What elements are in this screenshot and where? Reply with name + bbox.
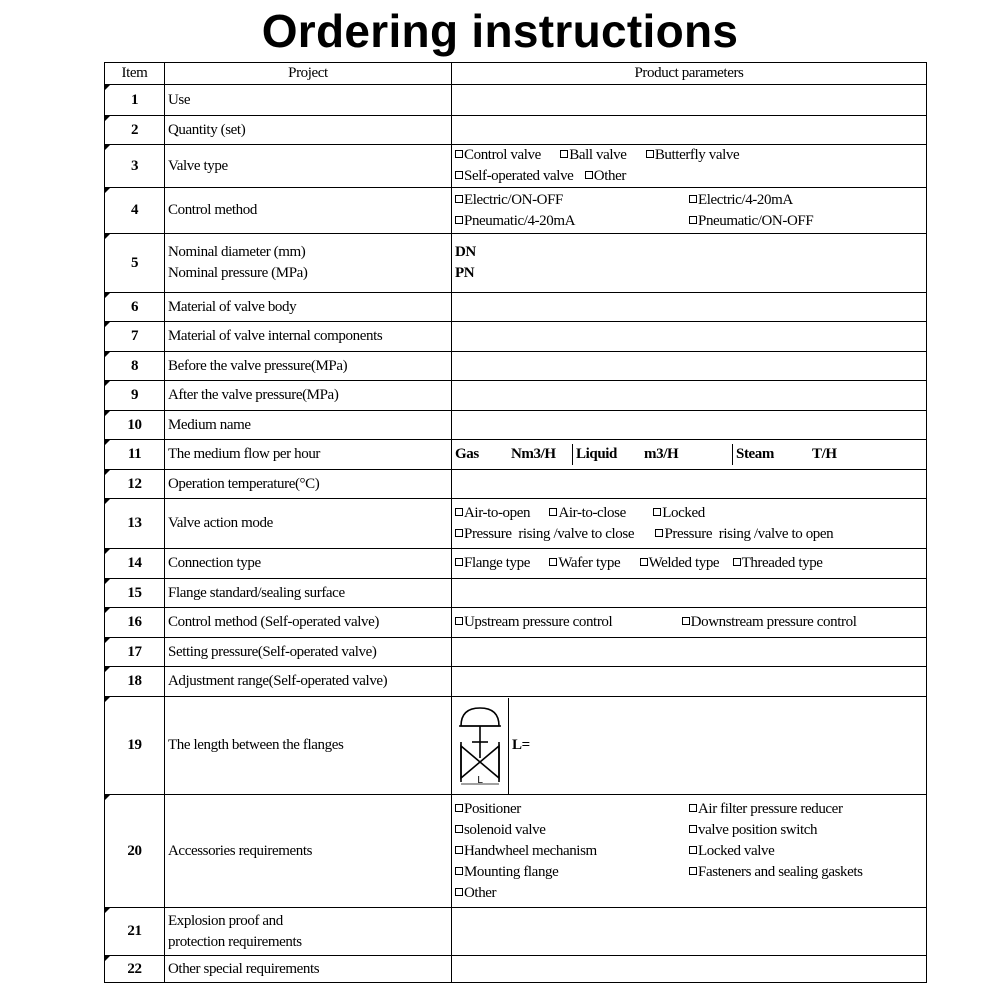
param-input-after-pressure[interactable] bbox=[452, 381, 927, 411]
table-row bbox=[105, 85, 927, 116]
table-row bbox=[105, 352, 927, 381]
item-number: 16 bbox=[105, 608, 165, 638]
checkbox[interactable] bbox=[455, 804, 463, 812]
option-pressure-rising-open[interactable]: Pressure rising /valve to open bbox=[655, 524, 833, 545]
item-number: 19 bbox=[105, 697, 165, 795]
checkbox[interactable] bbox=[455, 508, 463, 516]
header-row bbox=[105, 63, 927, 85]
param-input-flange-standard[interactable] bbox=[452, 579, 927, 608]
option-air-to-open[interactable]: Air-to-open bbox=[455, 503, 530, 524]
checkbox[interactable] bbox=[646, 150, 654, 158]
item-number: 6 bbox=[105, 293, 165, 322]
checkbox[interactable] bbox=[455, 846, 463, 854]
connection-type-options bbox=[452, 549, 927, 579]
pn-label: PN bbox=[455, 265, 475, 281]
page-title: Ordering instructions bbox=[261, 5, 739, 57]
table-row bbox=[105, 293, 927, 322]
checkbox[interactable] bbox=[689, 216, 697, 224]
option-welded-type[interactable]: Welded type bbox=[640, 553, 720, 574]
checkbox[interactable] bbox=[455, 825, 463, 833]
table-row bbox=[105, 908, 927, 956]
option-other[interactable]: Other bbox=[585, 166, 626, 187]
control-method-options bbox=[452, 188, 927, 234]
project-label: Connection type bbox=[165, 549, 452, 579]
table-row bbox=[105, 638, 927, 667]
table-row bbox=[105, 499, 927, 549]
option-positioner[interactable]: Positioner bbox=[455, 799, 689, 820]
checkbox[interactable] bbox=[689, 846, 697, 854]
option-upstream-pressure-control[interactable]: Upstream pressure control bbox=[455, 612, 612, 633]
table-row bbox=[105, 956, 927, 983]
option-air-filter-pressure-reducer[interactable]: Air filter pressure reducer bbox=[689, 799, 923, 820]
control-valve-icon bbox=[458, 704, 502, 788]
checkbox[interactable] bbox=[585, 171, 593, 179]
checkbox[interactable] bbox=[689, 867, 697, 875]
item-number: 18 bbox=[105, 667, 165, 697]
item-number: 10 bbox=[105, 411, 165, 440]
header-params: Product parameters bbox=[452, 63, 927, 85]
project-label: Control method bbox=[165, 188, 452, 234]
option-solenoid-valve[interactable]: solenoid valve bbox=[455, 820, 689, 841]
checkbox[interactable] bbox=[455, 617, 463, 625]
option-pneumatic-4-20ma[interactable]: Pneumatic/4-20mA bbox=[455, 211, 689, 232]
option-locked[interactable]: Locked bbox=[653, 503, 705, 524]
item-number: 12 bbox=[105, 470, 165, 499]
project-label: The medium flow per hour bbox=[165, 440, 452, 470]
table-row bbox=[105, 608, 927, 638]
param-input-temperature[interactable] bbox=[452, 470, 927, 499]
project-label: Adjustment range(Self-operated valve) bbox=[165, 667, 452, 697]
item-number: 22 bbox=[105, 956, 165, 983]
item-number: 8 bbox=[105, 352, 165, 381]
project-label: The length between the flanges bbox=[165, 697, 452, 795]
checkbox[interactable] bbox=[689, 804, 697, 812]
table-row bbox=[105, 411, 927, 440]
checkbox[interactable] bbox=[549, 558, 557, 566]
item-number: 5 bbox=[105, 234, 165, 293]
option-wafer-type[interactable]: Wafer type bbox=[549, 553, 620, 574]
option-flange-type[interactable]: Flange type bbox=[455, 553, 530, 574]
item-number: 13 bbox=[105, 499, 165, 549]
option-pressure-rising-close[interactable]: Pressure rising /valve to close bbox=[455, 524, 634, 545]
accessories-options bbox=[452, 795, 927, 908]
item-number: 7 bbox=[105, 322, 165, 352]
flow-params bbox=[452, 440, 927, 470]
checkbox[interactable] bbox=[689, 825, 697, 833]
project-label: Quantity (set) bbox=[165, 116, 452, 145]
option-control-valve[interactable]: Control valve bbox=[455, 145, 541, 166]
project-label: Other special requirements bbox=[165, 956, 452, 983]
project-label: Operation temperature(°C) bbox=[165, 470, 452, 499]
item-number: 15 bbox=[105, 579, 165, 608]
dimension-l-label: L bbox=[477, 774, 483, 786]
table-row bbox=[105, 116, 927, 145]
header-item: Item bbox=[105, 63, 165, 85]
flow-gas-field[interactable]: Gas Nm3/H bbox=[452, 444, 573, 465]
param-input-medium-name[interactable] bbox=[452, 411, 927, 440]
ordering-form-table bbox=[104, 62, 927, 983]
project-label: Valve action mode bbox=[165, 499, 452, 549]
table-row bbox=[105, 234, 927, 293]
checkbox[interactable] bbox=[682, 617, 690, 625]
option-pneumatic-on-off[interactable]: Pneumatic/ON-OFF bbox=[689, 211, 923, 232]
project-label: Explosion proof and protection requirements bbox=[165, 908, 452, 956]
project-label: Medium name bbox=[165, 411, 452, 440]
item-number: 20 bbox=[105, 795, 165, 908]
table-row bbox=[105, 440, 927, 470]
header-project: Project bbox=[165, 63, 452, 85]
checkbox[interactable] bbox=[455, 195, 463, 203]
checkbox[interactable] bbox=[560, 150, 568, 158]
option-ball-valve[interactable]: Ball valve bbox=[560, 145, 626, 166]
item-number: 9 bbox=[105, 381, 165, 411]
option-downstream-pressure-control[interactable]: Downstream pressure control bbox=[682, 612, 857, 633]
project-label: After the valve pressure(MPa) bbox=[165, 381, 452, 411]
table-row bbox=[105, 549, 927, 579]
param-input-internal-material[interactable] bbox=[452, 322, 927, 352]
param-input-explosion-proof[interactable] bbox=[452, 908, 927, 956]
table-row bbox=[105, 667, 927, 697]
table-row bbox=[105, 697, 927, 795]
project-label: Nominal diameter (mm) Nominal pressure (MPa) bbox=[165, 234, 452, 293]
checkbox[interactable] bbox=[455, 171, 463, 179]
option-butterfly-valve[interactable]: Butterfly valve bbox=[646, 145, 739, 166]
table-row bbox=[105, 322, 927, 352]
project-label: Flange standard/sealing surface bbox=[165, 579, 452, 608]
flow-steam-field[interactable]: Steam T/H bbox=[736, 446, 837, 462]
project-label: Accessories requirements bbox=[165, 795, 452, 908]
option-valve-position-switch[interactable]: valve position switch bbox=[689, 820, 923, 841]
param-input-use[interactable] bbox=[452, 85, 927, 116]
option-self-operated-valve[interactable]: Self-operated valve bbox=[455, 166, 573, 187]
option-handwheel-mechanism[interactable]: Handwheel mechanism bbox=[455, 841, 689, 862]
table-row bbox=[105, 145, 927, 188]
param-input-body-material[interactable] bbox=[452, 293, 927, 322]
flow-liquid-field[interactable]: Liquid m3/H bbox=[573, 444, 733, 465]
checkbox[interactable] bbox=[549, 508, 557, 516]
checkbox[interactable] bbox=[689, 195, 697, 203]
item-number: 17 bbox=[105, 638, 165, 667]
param-input-setting-pressure[interactable] bbox=[452, 638, 927, 667]
option-air-to-close[interactable]: Air-to-close bbox=[549, 503, 625, 524]
table-row bbox=[105, 579, 927, 608]
item-number: 4 bbox=[105, 188, 165, 234]
project-label: Material of valve internal components bbox=[165, 322, 452, 352]
checkbox[interactable] bbox=[455, 867, 463, 875]
project-label: Valve type bbox=[165, 145, 452, 188]
checkbox[interactable] bbox=[455, 150, 463, 158]
param-input-adjustment-range[interactable] bbox=[452, 667, 927, 697]
option-mounting-flange[interactable]: Mounting flange bbox=[455, 862, 689, 883]
item-number: 1 bbox=[105, 85, 165, 116]
item-number: 2 bbox=[105, 116, 165, 145]
option-other-accessory[interactable]: Other bbox=[455, 885, 496, 901]
item-number: 3 bbox=[105, 145, 165, 188]
option-threaded-type[interactable]: Threaded type bbox=[733, 553, 823, 574]
option-electric-on-off[interactable]: Electric/ON-OFF bbox=[455, 190, 689, 211]
item-number: 14 bbox=[105, 549, 165, 579]
param-input-special-requirements[interactable] bbox=[452, 956, 927, 983]
nominal-values[interactable] bbox=[452, 234, 927, 293]
table-row bbox=[105, 470, 927, 499]
self-operated-control-options bbox=[452, 608, 927, 638]
param-input-before-pressure[interactable] bbox=[452, 352, 927, 381]
valve-diagram bbox=[452, 698, 509, 794]
checkbox[interactable] bbox=[655, 529, 663, 537]
table-row bbox=[105, 188, 927, 234]
option-electric-4-20ma[interactable]: Electric/4-20mA bbox=[689, 190, 923, 211]
project-label: Material of valve body bbox=[165, 293, 452, 322]
checkbox[interactable] bbox=[455, 529, 463, 537]
flange-length-field[interactable]: L= bbox=[512, 737, 530, 753]
option-locked-valve[interactable]: Locked valve bbox=[689, 841, 923, 862]
valve-type-options bbox=[452, 145, 927, 188]
checkbox[interactable] bbox=[733, 558, 741, 566]
item-number: 11 bbox=[105, 440, 165, 470]
project-label: Before the valve pressure(MPa) bbox=[165, 352, 452, 381]
flange-length-cell bbox=[452, 697, 927, 795]
dn-label: DN bbox=[455, 244, 476, 260]
table-row bbox=[105, 795, 927, 908]
project-label: Control method (Self-operated valve) bbox=[165, 608, 452, 638]
table-row bbox=[105, 381, 927, 411]
option-fasteners-sealing-gaskets[interactable]: Fasteners and sealing gaskets bbox=[689, 862, 923, 883]
param-input-quantity[interactable] bbox=[452, 116, 927, 145]
checkbox[interactable] bbox=[640, 558, 648, 566]
checkbox[interactable] bbox=[455, 216, 463, 224]
checkbox[interactable] bbox=[653, 508, 661, 516]
project-label: Setting pressure(Self-operated valve) bbox=[165, 638, 452, 667]
checkbox[interactable] bbox=[455, 558, 463, 566]
checkbox[interactable] bbox=[455, 888, 463, 896]
valve-action-options bbox=[452, 499, 927, 549]
project-label: Use bbox=[165, 85, 452, 116]
item-number: 21 bbox=[105, 908, 165, 956]
